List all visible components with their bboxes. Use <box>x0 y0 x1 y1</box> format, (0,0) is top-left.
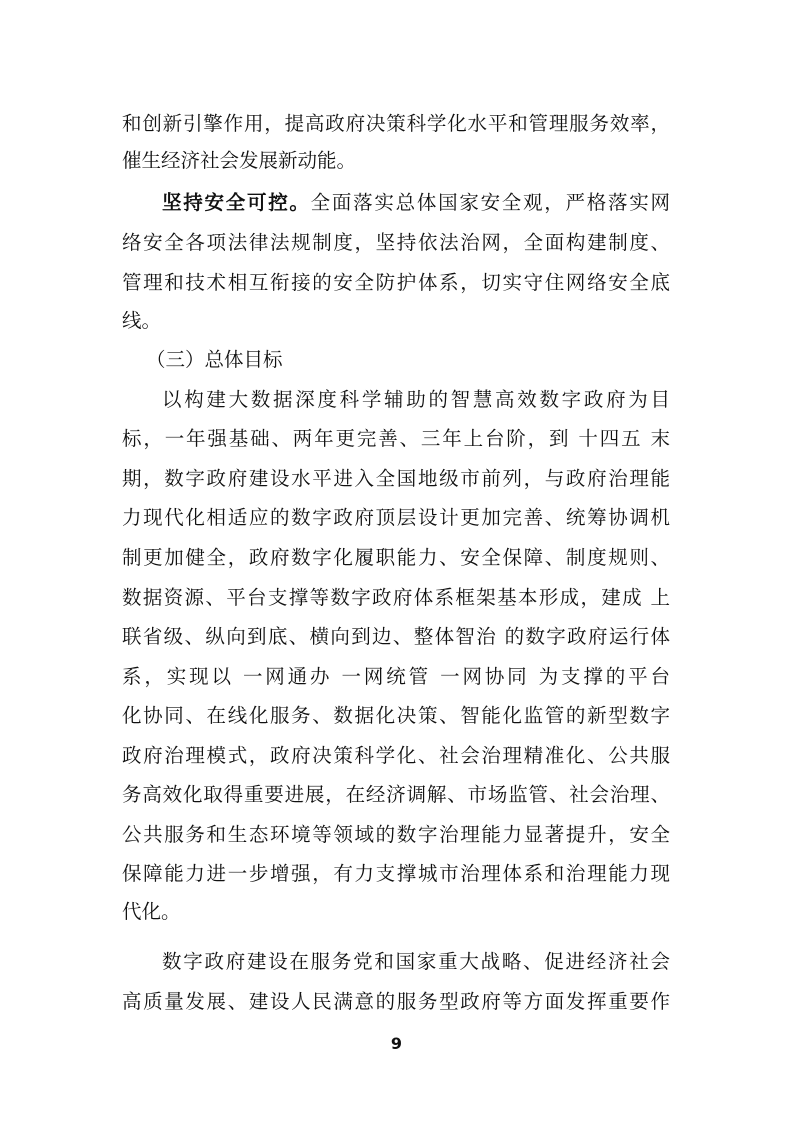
body-line: 数字政府建设在服务党和国家重大战略、促进经济社会 <box>162 950 670 973</box>
body-line: 公共服务和生态环境等领域的数字治理能力显著提升，安全 <box>122 823 670 846</box>
body-line: 制更加健全，政府数字化履职能力、安全保障、制度规则、 <box>122 546 670 569</box>
body-text: 全面落实总体国家安全观，严格落实网 <box>310 191 670 214</box>
body-line: 保障能力进一步增强，有力支撑城市治理体系和治理能力现 <box>122 862 670 885</box>
body-line: 系，实现以 一网通办 一网统管 一网协同 为支撑的平台 <box>122 665 670 688</box>
body-line <box>162 185 670 221</box>
body-line: 联省级、纵向到底、横向到边、整体智治 的数字政府运行体 <box>122 625 670 648</box>
bold-heading: 坚持安全可控。 <box>162 191 311 214</box>
page-number: 9 <box>390 1034 403 1053</box>
body-line: 力现代化相适应的数字政府顶层设计更加完善、统筹协调机 <box>122 506 670 529</box>
body-line: 代化。 <box>122 900 181 923</box>
body-line: 络安全各项法律法规制度，坚持依法治网，全面构建制度、 <box>122 231 670 254</box>
body-line: 高质量发展、建设人民满意的服务型政府等方面发挥重要作 <box>122 990 670 1013</box>
body-line: 期，数字政府建设水平进入全国地级市前列，与政府治理能 <box>122 467 670 490</box>
body-line: 催生经济社会发展新动能。 <box>122 149 357 172</box>
body-line: 政府治理模式，政府决策科学化、社会治理精准化、公共服 <box>122 744 670 767</box>
body-line: 数据资源、平台支撑等数字政府体系框架基本形成，建成 上 <box>122 586 670 609</box>
section-heading: （三）总体目标 <box>146 348 283 371</box>
body-line: 以构建大数据深度科学辅助的智慧高效数字政府为目 <box>162 388 670 411</box>
body-line: 管理和技术相互衔接的安全防护体系，切实守住网络安全底 <box>122 271 670 294</box>
body-line: 化协同、在线化服务、数据化决策、智能化监管的新型数字 <box>122 704 670 727</box>
body-line: 和创新引擎作用，提高政府决策科学化水平和管理服务效率， <box>122 112 670 135</box>
body-line: 务高效化取得重要进展，在经济调解、市场监管、社会治理、 <box>122 783 670 806</box>
body-line: 线。 <box>122 309 162 332</box>
body-line: 标，一年强基础、两年更完善、三年上台阶，到 十四五 末 <box>122 427 670 450</box>
